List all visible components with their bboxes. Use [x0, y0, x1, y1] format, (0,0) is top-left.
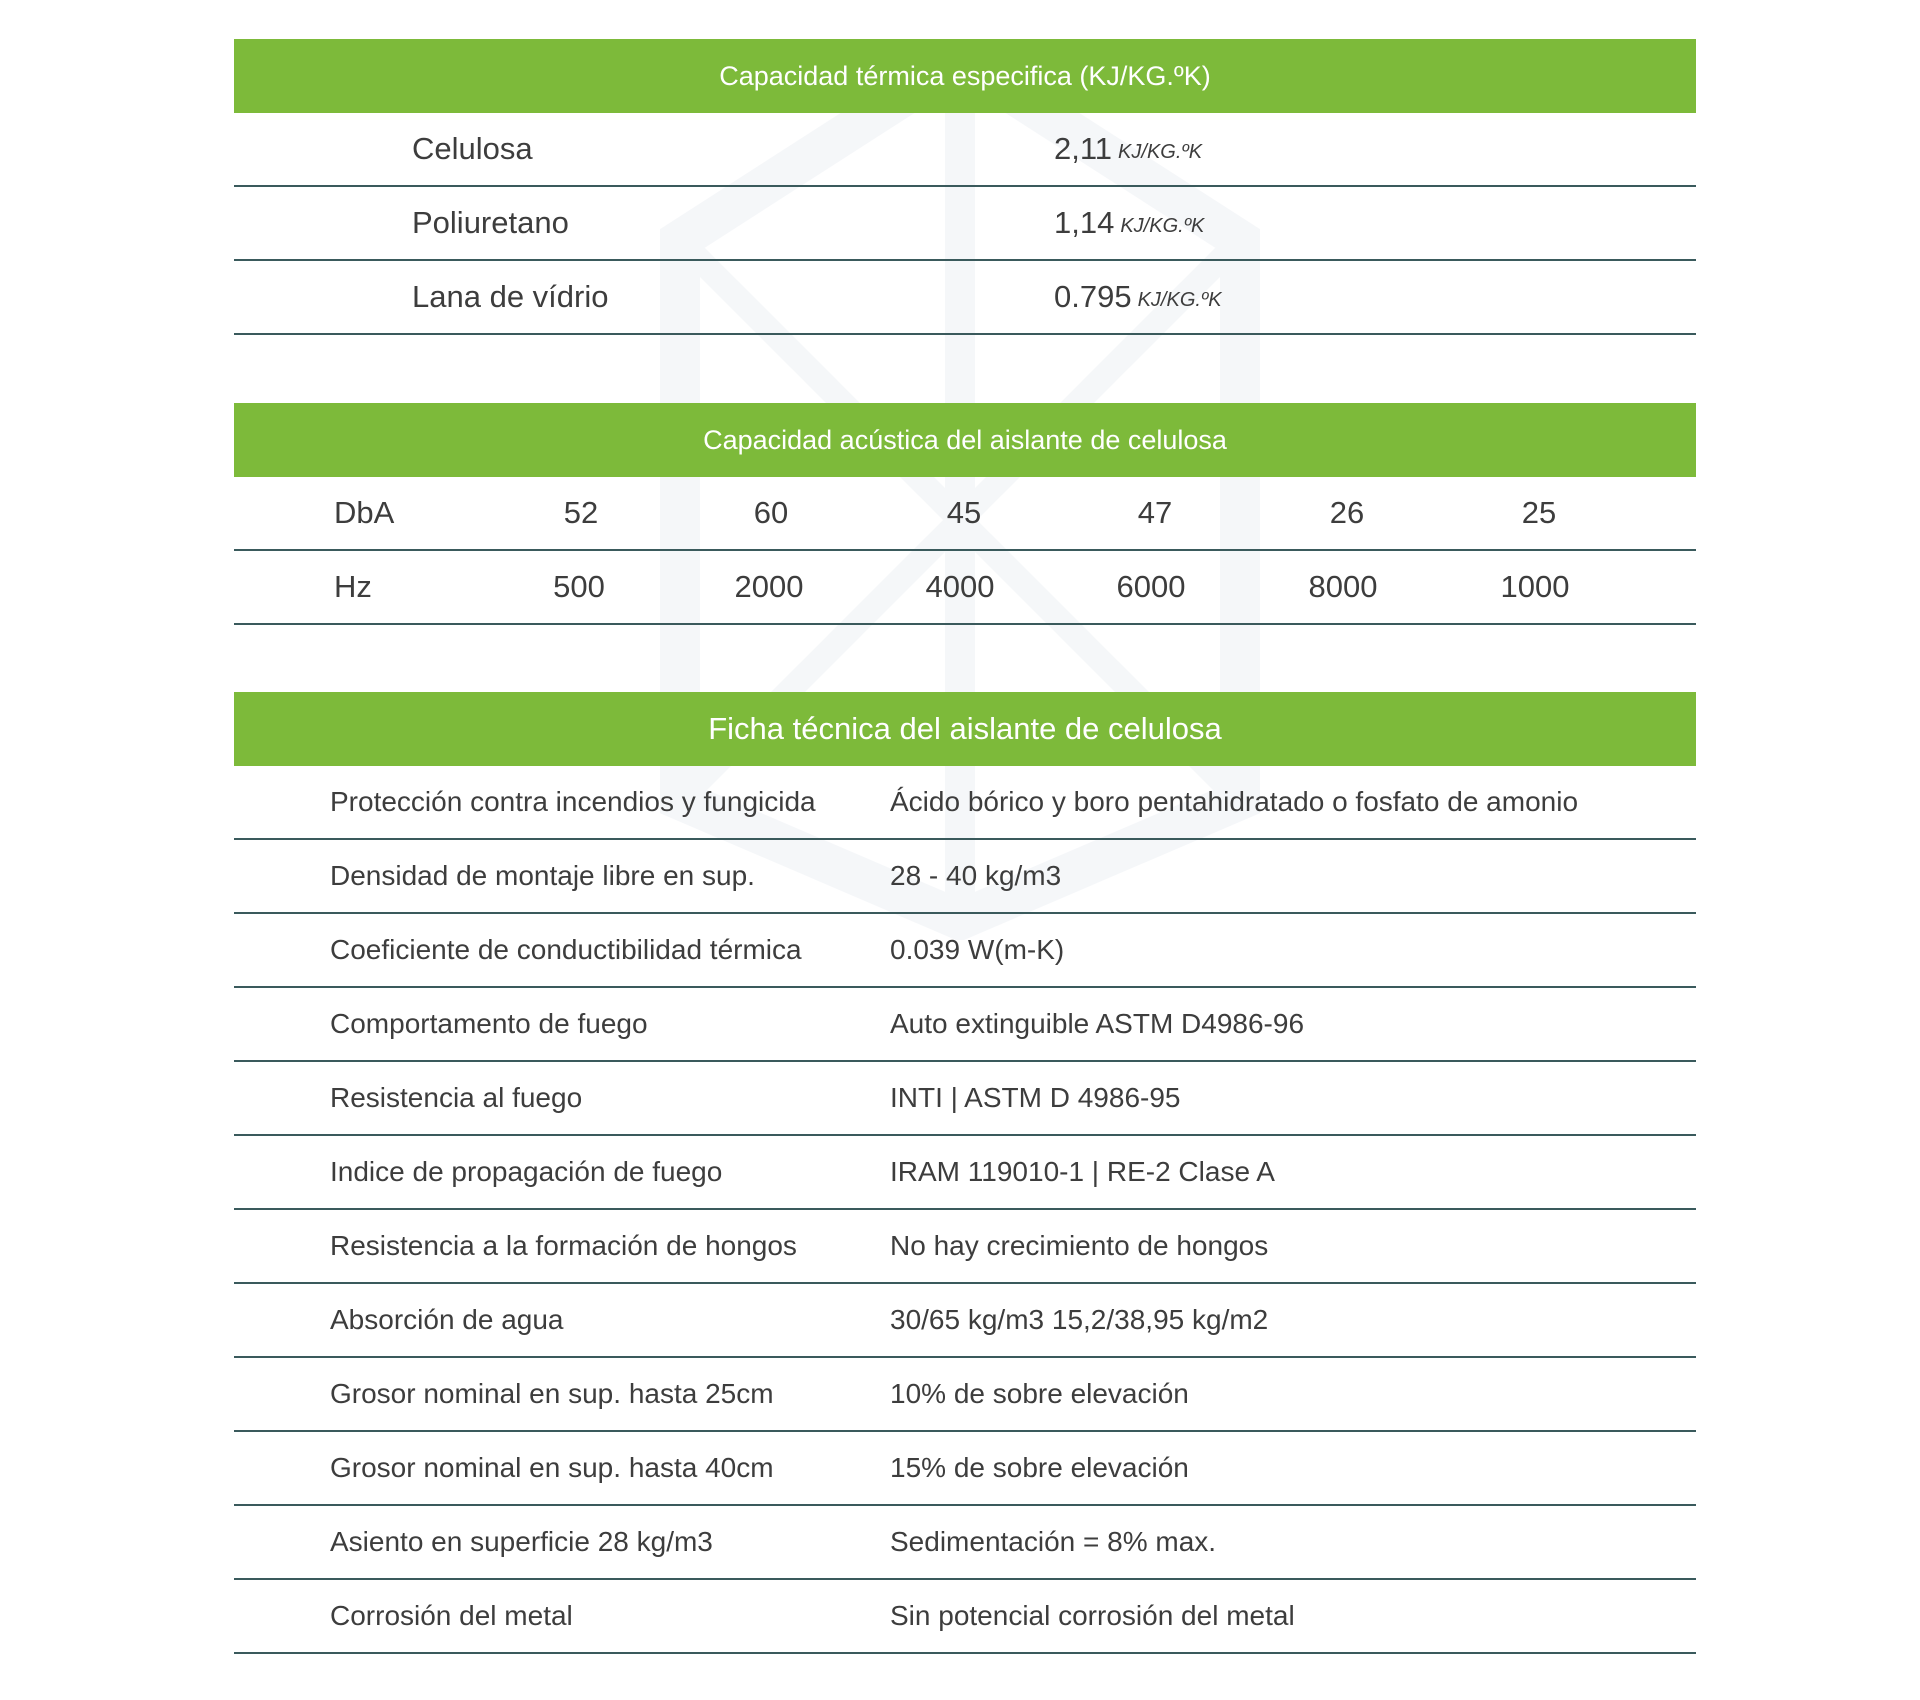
- spec-property: Grosor nominal en sup. hasta 40cm: [330, 1452, 774, 1483]
- material-value: 2,11: [1054, 131, 1113, 166]
- material-unit: KJ/KG.ºK: [1120, 214, 1205, 237]
- table-row: [234, 113, 1696, 187]
- dba-value: 60: [753, 495, 789, 530]
- dba-value: 26: [1329, 495, 1365, 530]
- acoustic-capacity-header: Capacidad acústica del aislante de celulosa: [234, 403, 1696, 477]
- hz-value: 6000: [1116, 569, 1186, 604]
- material-name: Celulosa: [412, 131, 533, 166]
- hz-value: 500: [553, 569, 605, 604]
- table-row: [234, 1358, 1696, 1432]
- spec-value: 28 - 40 kg/m3: [890, 860, 1062, 891]
- hz-value: 2000: [734, 569, 804, 604]
- material-name: Lana de vídrio: [412, 279, 609, 314]
- spec-value: Sedimentación = 8% max.: [890, 1526, 1217, 1557]
- spec-value: INTI | ASTM D 4986-95: [890, 1082, 1181, 1113]
- thermal-capacity-header: Capacidad térmica especifica (KJ/KG.ºK): [234, 39, 1696, 113]
- material-unit: KJ/KG.ºK: [1118, 140, 1203, 163]
- material-value: 1,14: [1054, 205, 1115, 240]
- table-row: [234, 1506, 1696, 1580]
- spec-value: Sin potencial corrosión del metal: [890, 1600, 1295, 1631]
- material-value-cell: [1054, 261, 1222, 333]
- dba-value: 45: [946, 495, 982, 530]
- spec-property: Absorción de agua: [330, 1304, 564, 1335]
- thermal-capacity-table: [234, 39, 1696, 335]
- dba-value: 52: [563, 495, 599, 530]
- material-unit: KJ/KG.ºK: [1137, 288, 1222, 311]
- hz-value: 1000: [1500, 569, 1570, 604]
- acoustic-capacity-table: [234, 403, 1696, 625]
- technical-spec-table: [234, 692, 1696, 1654]
- table-row: [234, 914, 1696, 988]
- table-row: [234, 187, 1696, 261]
- dba-value: 25: [1521, 495, 1557, 530]
- table-row: [234, 1136, 1696, 1210]
- hz-value: 8000: [1308, 569, 1378, 604]
- spec-property: Resistencia al fuego: [330, 1082, 583, 1113]
- spec-property: Resistencia a la formación de hongos: [330, 1230, 797, 1261]
- spec-property: Coeficiente de conductibilidad térmica: [330, 934, 802, 965]
- table-row: [234, 1062, 1696, 1136]
- spec-property: Corrosión del metal: [330, 1600, 573, 1631]
- spec-property: Comportamento de fuego: [330, 1008, 648, 1039]
- spec-value: No hay crecimiento de hongos: [890, 1230, 1269, 1261]
- table-row: [234, 766, 1696, 840]
- hz-value: 4000: [925, 569, 995, 604]
- spec-value: 30/65 kg/m3 15,2/38,95 kg/m2: [890, 1304, 1269, 1335]
- dba-value: 47: [1137, 495, 1173, 530]
- spec-value: IRAM 119010-1 | RE-2 Clase A: [890, 1156, 1275, 1187]
- spec-value: 0.039 W(m-K): [890, 934, 1065, 965]
- spec-value: 15% de sobre elevación: [890, 1452, 1189, 1483]
- spec-value: Ácido bórico y boro pentahidratado o fosfato de amonio: [890, 786, 1579, 817]
- dba-row: [234, 477, 1696, 551]
- spec-value: 10% de sobre elevación: [890, 1378, 1189, 1409]
- dba-label: DbA: [334, 495, 395, 530]
- material-value-cell: [1054, 187, 1204, 259]
- technical-spec-header: Ficha técnica del aislante de celulosa: [234, 692, 1696, 766]
- table-row: [234, 1210, 1696, 1284]
- table-row: [234, 988, 1696, 1062]
- table-row: [234, 1580, 1696, 1654]
- spec-property: Indice de propagación de fuego: [330, 1156, 723, 1187]
- table-row: [234, 261, 1696, 335]
- table-row: [234, 1284, 1696, 1358]
- material-name: Poliuretano: [412, 205, 569, 240]
- spec-property: Asiento en superficie 28 kg/m3: [330, 1526, 713, 1557]
- spec-property: Protección contra incendios y fungicida: [330, 786, 816, 817]
- hz-label: Hz: [334, 569, 372, 604]
- table-row: [234, 840, 1696, 914]
- hz-row: [234, 551, 1696, 625]
- table-row: [234, 1432, 1696, 1506]
- material-value-cell: [1054, 113, 1202, 185]
- material-value: 0.795: [1054, 279, 1132, 314]
- spec-property: Densidad de montaje libre en sup.: [330, 860, 755, 891]
- spec-property: Grosor nominal en sup. hasta 25cm: [330, 1378, 774, 1409]
- spec-value: Auto extinguible ASTM D4986-96: [890, 1008, 1305, 1039]
